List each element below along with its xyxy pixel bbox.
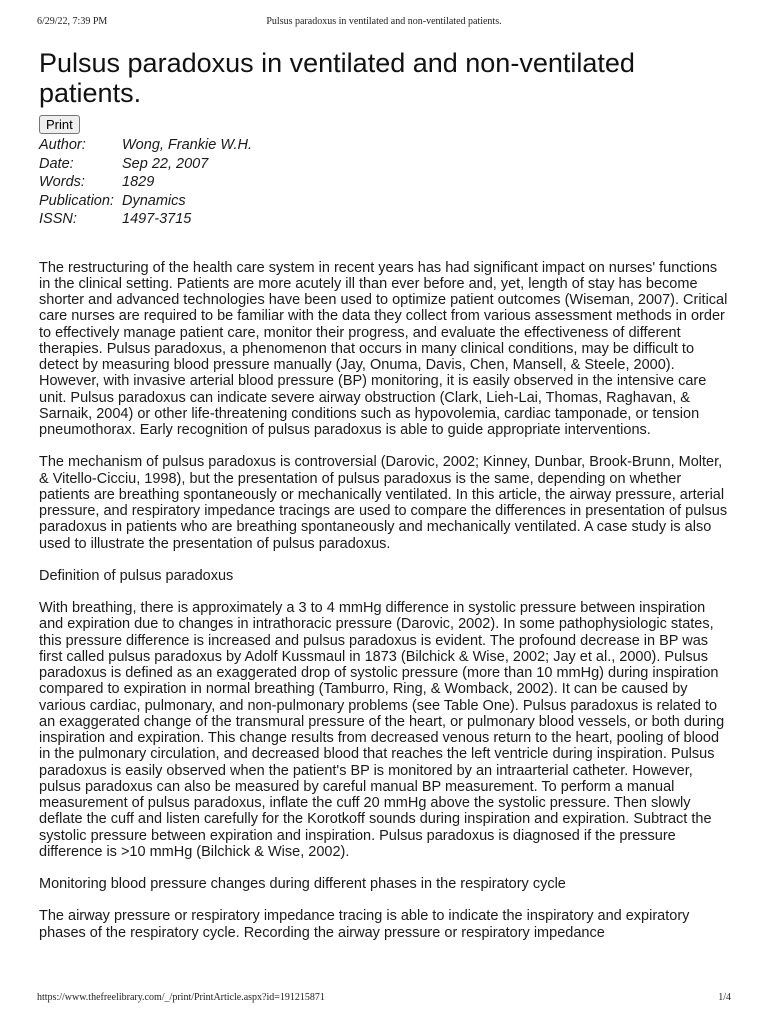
body-paragraph-monitoring: The airway pressure or respiratory impedance tracing is able to indicate the inspiratory and expiratory phases of the respiratory cycle. Recording the airway pressure or respiratory impedance	[39, 908, 690, 941]
meta-label-issn: ISSN:	[39, 211, 77, 227]
meta-value-date: Sep 22, 2007	[122, 155, 209, 172]
article-meta	[39, 136, 252, 229]
meta-row-date	[39, 155, 252, 174]
meta-value-author: Wong, Frankie W.H.	[122, 137, 252, 153]
meta-value-issn: 1497-3715	[122, 211, 192, 227]
meta-value-publication: Dynamics	[122, 192, 186, 209]
meta-label-publication: Publication:	[39, 192, 114, 209]
page-number: 1/4	[718, 992, 731, 1003]
meta-row-author	[39, 136, 252, 155]
print-button[interactable]: Print	[39, 115, 80, 134]
body-paragraph-intro: The restructuring of the health care system in recent years has had significant impact on nurses' functions in the clinical setting. Patients are more acutely ill than ever before and, yet, length of stay has become shorter and advanced technologies have been used to optimize patient outcomes (Wiseman, 2007). Critical care nurses are required to be familiar with the data they collect from various assessment methods in order to effectively manage patient care, monitor their progress, and evaluate the effectiveness of different therapies. Pulsus paradoxus, a phenomenon that occurs in many clinical conditions, may be difficult to detect by measuring blood pressure manually (Jay, Onuma, Davis, Chen, Mansell, & Steele, 2000). However, with invasive arterial blood pressure (BP) monitoring, it is easily observed in the intensive care unit. Pulsus paradoxus can indicate severe airway obstruction (Clark, Lieh-Lai, Thomas, Raghavan, & Sarnaik, 2004) or other life-threatening conditions such as hypovolemia, cardiac tamponade, or tension pneumothorax. Early recognition of pulsus paradoxus is able to guide appropriate interventions.	[39, 259, 728, 438]
meta-label-date: Date:	[39, 155, 74, 172]
meta-label-author: Author:	[39, 137, 86, 153]
meta-value-words: 1829	[122, 174, 155, 190]
article	[39, 48, 729, 957]
meta-row-publication	[39, 192, 252, 211]
print-footer-url: https://www.thefreelibrary.com/_/print/PrintArticle.aspx?id=191215871	[37, 992, 325, 1003]
print-header-title: Pulsus paradoxus in ventilated and non-ventilated patients.	[266, 16, 502, 27]
body-paragraph-definition: With breathing, there is approximately a 3 to 4 mmHg difference in systolic pressure between inspiration and expiration due to changes in intrathoracic pressure (Darovic, 2002). In some pathophysiologic states, this pressure difference is increased and pulsus paradoxus is evident. The profound decrease in BP was first called pulsus paradoxus by Adolf Kussmaul in 1873 (Bilchick & Wise, 2002; Jay et al., 2000). Pulsus paradoxus is defined as an exaggerated drop of systolic pressure (more than 10 mmHg) during inspiration compared to expiration in normal breathing (Tamburro, Ring, & Womback, 2002). It can be caused by various cardiac, pulmonary, and non-pulmonary problems (see Table One). Pulsus paradoxus is related to an exaggerated change of the transmural pressure of the heart, or pulmonary blood vessels, or both during inspiration and expiration. This change results from decreased venous return to the heart, pooling of blood in the pulmonary circulation, and decreased blood that reaches the left ventricle during inspiration. Pulsus paradoxus is easily observed when the patient's BP is monitored by an intraarterial catheter. However, pulsus paradoxus can also be measured by careful manual BP measurement. To perform a manual measurement of pulsus paradoxus, inflate the cuff 20 mmHg above the systolic pressure. Then slowly deflate the cuff and listen carefully for the Korotkoff sounds during inspiration and expiration. Subtract the systolic pressure between expiration and inspiration. Pulsus paradoxus is diagnosed if the pressure difference is >10 mmHg (Bilchick & Wise, 2002).	[39, 600, 725, 860]
print-datetime: 6/29/22, 7:39 PM	[37, 16, 108, 27]
section-heading-definition: Definition of pulsus paradoxus	[39, 567, 234, 584]
meta-label-words: Words:	[39, 174, 85, 190]
body-paragraph-mechanism: The mechanism of pulsus paradoxus is controversial (Darovic, 2002; Kinney, Dunbar, Brook-Brunn, Molter, & Vitello-Cicciu, 1998), but the presentation of pulsus paradoxus is the same, depending on whether patients are breathing spontaneously or mechanically ventilated. In this article, the airway pressure, arterial pressure, and respiratory impedance tracings are used to compare the differences in presentation of pulsus paradoxus in patients who are breathing spontaneously and mechanically ventilated. A case study is also used to illustrate the presentation of pulsus paradoxus.	[39, 454, 728, 552]
section-heading-monitoring: Monitoring blood pressure changes during different phases in the respiratory cycle	[39, 876, 566, 892]
meta-row-words	[39, 173, 252, 192]
meta-row-issn	[39, 210, 252, 229]
article-title: Pulsus paradoxus in ventilated and non-ventilated patients.	[39, 48, 635, 108]
